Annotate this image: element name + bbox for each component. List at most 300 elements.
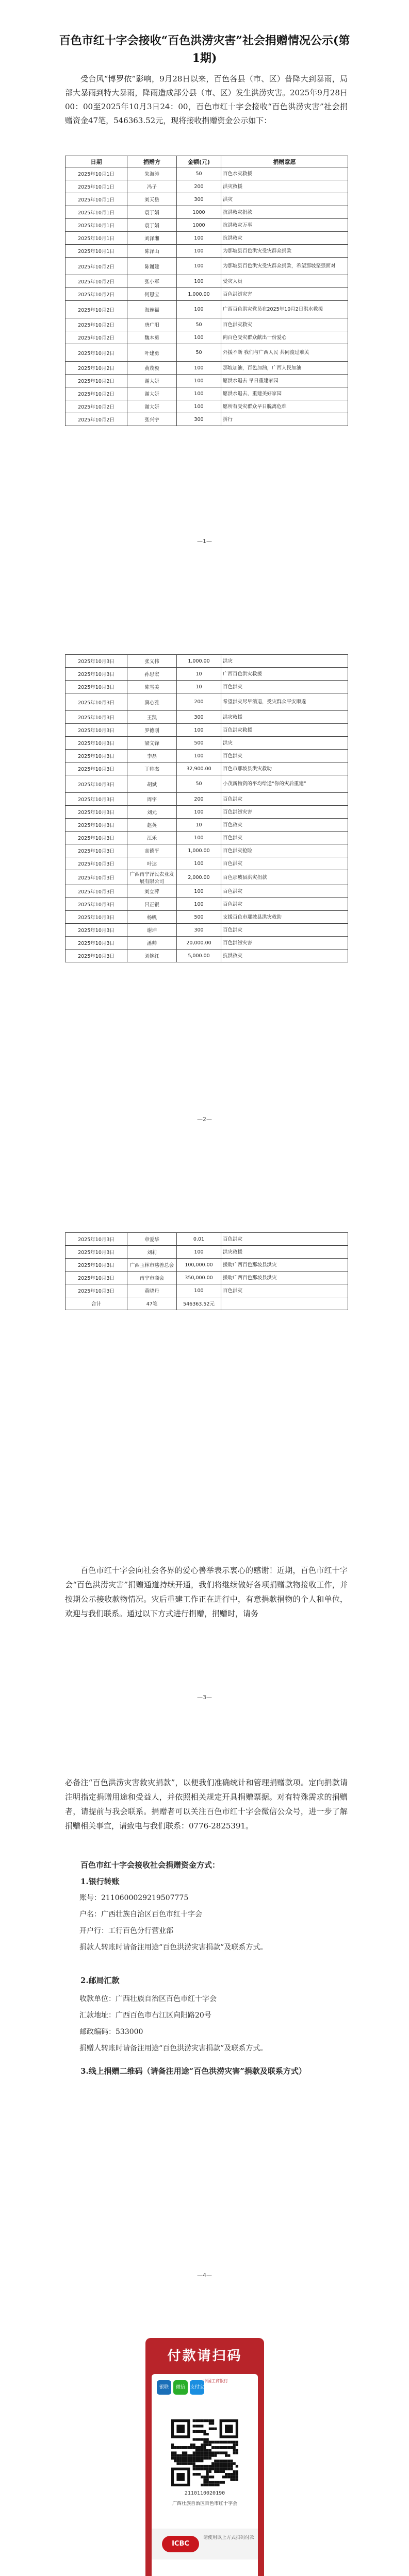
- bank-brand: 中国工商银行: [203, 2379, 228, 2383]
- cell-amount: 350,000.00: [177, 1272, 221, 1284]
- cell-date: 2025年10月2日: [66, 400, 127, 413]
- cell-date: 2025年10月1日: [66, 206, 127, 219]
- alipay-icon: 支付宝: [190, 2380, 204, 2395]
- qr-card-title: 付款请扫码: [167, 2348, 242, 2364]
- scan-tip: 请使用以上方式扫码付款: [203, 2535, 255, 2540]
- thanks-paragraph: 百色市红十字会向社会各界的爱心善举表示衷心的感谢！近期，百色市红十字会“百色洪涝灾害”捐赠通道持续开通，我们将继续做好各项捐赠款物接收工作，并按期公示接收款物情况。灾后重建工作正在进行中，有意捐款捐物的个人和单位，欢迎与我们联系。通过以下方式进行捐赠，捐赠时，请务: [65, 1566, 348, 1618]
- cell-amount: 100: [177, 1246, 221, 1259]
- cell-intent: 洪灾救援: [221, 180, 348, 193]
- cell-intent: 百色洪涝灾害: [221, 288, 348, 301]
- intro-paragraph: 受台风“博罗依”影响，9月28日以来，百色各县（市、区）普降大到暴雨，局部大暴雨到特大暴雨，降雨造成部分县（市、区）发生洪涝灾害。2025年9月28日00：00至2025年10月3日24：00，百色市红十字会接收“百色洪涝灾害”社会捐赠资金47笔，546363.52元，现将接收捐赠资金公示如下：: [65, 74, 348, 125]
- cell-intent: 愿洪水退去 早日重建家园: [221, 375, 348, 387]
- cell-date: 2025年10月2日: [66, 375, 127, 387]
- wechat-icon: 微信: [173, 2380, 188, 2395]
- note-paragraph: 必备注“百色洪涝灾害救灾捐款”，以便我们准确统计和管理捐赠款项。定向捐款请注明指定捐赠用途和受益人，并依照相关规定开具捐赠票据。对有特殊需求的捐赠者，请提前与我会联系。捐赠者可以关注百色市红十字会微信公众号，进一步了解捐赠相关事宜，请致电与我们联系：0776-2825391。: [65, 1778, 348, 1831]
- total-count: 47笔: [127, 1297, 177, 1310]
- page-5: [0, 2312, 409, 2576]
- table-header-row: [66, 156, 348, 167]
- page-1: [0, 0, 409, 578]
- cell-amount: 300: [177, 924, 221, 937]
- cell-date: 2025年10月2日: [66, 331, 127, 344]
- cell-amount: 100: [177, 857, 221, 870]
- total-amount: 546363.52元: [177, 1297, 221, 1310]
- cell-donor: 广西玉林市慈善总会: [127, 1259, 177, 1272]
- cell-intent: 广西百色洪灾救援: [221, 668, 348, 681]
- table-row: [66, 898, 348, 911]
- mail-note: 捐赠人转账时请备注用途“百色洪涝灾害捐款”及联系方式。: [79, 2044, 268, 2053]
- table-row: [66, 655, 348, 668]
- table-row: [66, 288, 348, 301]
- cell-amount: 1,000.00: [177, 844, 221, 857]
- cell-date: 2025年10月3日: [66, 937, 127, 950]
- page-2: [0, 578, 409, 1156]
- table-row: [66, 724, 348, 737]
- cell-donor: 吕正银: [127, 898, 177, 911]
- cell-date: 2025年10月2日: [66, 288, 127, 301]
- cell-donor: 李磊: [127, 750, 177, 762]
- cell-intent: 百色洪灾: [221, 793, 348, 806]
- cell-intent: 为那坡县百色洪灾受灾群众捐款: [221, 245, 348, 258]
- cell-date: 2025年10月3日: [66, 775, 127, 793]
- total-label: 合计: [66, 1297, 127, 1310]
- cell-date: 2025年10月1日: [66, 245, 127, 258]
- bank-name: 广西壮族自治区百色市红十字会: [101, 1910, 202, 1919]
- bank-open-label: 开户行：: [79, 1927, 108, 1935]
- cell-intent: 援助广西百色那坡县洪灾: [221, 1259, 348, 1272]
- cell-amount: 1,000.00: [177, 655, 221, 668]
- cell-date: 2025年10月3日: [66, 832, 127, 844]
- mail-zip-line: [65, 2025, 348, 2039]
- cell-intent: 百色救灾: [221, 819, 348, 832]
- cell-donor: 谢大妍: [127, 400, 177, 413]
- cell-date: 2025年10月3日: [66, 1246, 127, 1259]
- cell-amount: 300: [177, 413, 221, 426]
- cell-donor: 刘泽湘: [127, 232, 177, 245]
- table-row: [66, 924, 348, 937]
- cell-donor: 章爱华: [127, 1233, 177, 1246]
- cell-date: 2025年10月3日: [66, 844, 127, 857]
- table-row: [66, 275, 348, 288]
- page-number: —4—: [197, 2272, 212, 2279]
- cell-amount: 500: [177, 911, 221, 924]
- cell-date: 2025年10月3日: [66, 711, 127, 724]
- header-intent: 捐赠意愿: [221, 156, 348, 167]
- cell-intent: 百色水灾救援: [221, 167, 348, 180]
- cell-intent: 愿所有受灾群众早日脱离危难: [221, 400, 348, 413]
- cell-amount: 100: [177, 898, 221, 911]
- page-3: [0, 1156, 409, 1734]
- mail-receiver-label: 收款单位：: [79, 1995, 116, 2003]
- cell-amount: 100: [177, 245, 221, 258]
- cell-intent: 那坡加油，百色加油，广西人民加油: [221, 362, 348, 375]
- cell-amount: 2,000.00: [177, 870, 221, 885]
- table-row: [66, 832, 348, 844]
- table-row: [66, 668, 348, 681]
- table-total-row: [66, 1297, 348, 1310]
- cell-donor: 何恩宝: [127, 288, 177, 301]
- table-row: [66, 318, 348, 331]
- cell-intent: 百色洪灾: [221, 924, 348, 937]
- cell-donor: 胡斌: [127, 775, 177, 793]
- cell-intent: 百色洪灾: [221, 898, 348, 911]
- cell-intent: 百色洪灾: [221, 750, 348, 762]
- table-row: [66, 206, 348, 219]
- donation-table-part-1: [65, 156, 348, 426]
- cell-intent: 为那坡县百色洪灾受灾群众捐款，希望那坡坚强面对: [221, 258, 348, 275]
- cell-donor: 黄茂毅: [127, 362, 177, 375]
- cell-intent: 百色洪灾救灾: [221, 318, 348, 331]
- table-row: [66, 885, 348, 898]
- cell-donor: 唐广阳: [127, 318, 177, 331]
- cell-donor: 高德平: [127, 844, 177, 857]
- cell-donor: 叶达: [127, 857, 177, 870]
- header-donor: 捐赠方: [127, 156, 177, 167]
- cell-date: 2025年10月3日: [66, 681, 127, 693]
- bank-name-line: [65, 1907, 348, 1922]
- cell-donor: 窦心雅: [127, 693, 177, 711]
- cell-intent: 小茂新物资的平均给送“你的灾后重建”: [221, 775, 348, 793]
- cell-donor: 刘天岳: [127, 193, 177, 206]
- cell-date: 2025年10月3日: [66, 898, 127, 911]
- cell-intent: 希望洪灾尽早消退，受灾群众平安顺遂: [221, 693, 348, 711]
- cell-intent: 百色洪灾: [221, 885, 348, 898]
- cell-intent: 援助广西百色那坡县洪灾: [221, 1272, 348, 1284]
- bank-account: 2110600029219507775: [101, 1894, 189, 1902]
- cell-amount: 100: [177, 724, 221, 737]
- bank-account-line: [65, 1891, 348, 1905]
- cell-date: 2025年10月3日: [66, 793, 127, 806]
- cell-date: 2025年10月3日: [66, 762, 127, 775]
- qr-card-body: [152, 2374, 258, 2576]
- table-row: [66, 344, 348, 362]
- table-row: [66, 693, 348, 711]
- table-row: [66, 711, 348, 724]
- cell-donor: 周宇: [127, 793, 177, 806]
- cell-amount: 1000: [177, 206, 221, 219]
- qr-payee: 广西壮族自治区百色市红十字会: [172, 2501, 237, 2506]
- cell-amount: 1,000.00: [177, 288, 221, 301]
- header-date: 日期: [66, 156, 127, 167]
- cell-date: 2025年10月2日: [66, 344, 127, 362]
- cell-date: 2025年10月3日: [66, 819, 127, 832]
- table-row: [66, 232, 348, 245]
- table-row: [66, 413, 348, 426]
- table-row: [66, 219, 348, 232]
- page-4: [0, 1734, 409, 2312]
- cell-donor: 谢坤: [127, 924, 177, 937]
- table-row: [66, 1259, 348, 1272]
- table-row: [66, 180, 348, 193]
- cell-amount: 10: [177, 819, 221, 832]
- cell-intent: 百色那坡县洪灾捐款: [221, 870, 348, 885]
- cell-date: 2025年10月2日: [66, 275, 127, 288]
- cell-donor: 魏本勇: [127, 331, 177, 344]
- table-row: [66, 375, 348, 387]
- table-row: [66, 167, 348, 180]
- table-row: [66, 301, 348, 318]
- cell-intent: 抗洪救灾捐款: [221, 206, 348, 219]
- table-row: [66, 362, 348, 375]
- cell-donor: 赵英: [127, 819, 177, 832]
- table-row: [66, 844, 348, 857]
- cell-date: 2025年10月3日: [66, 1259, 127, 1272]
- cell-amount: 100: [177, 375, 221, 387]
- cell-amount: 100: [177, 806, 221, 819]
- cell-amount: 50: [177, 344, 221, 362]
- table-row: [66, 387, 348, 400]
- table-row: [66, 775, 348, 793]
- cell-intent: 广西百色洪灾党员在2025年10月2日洪水救援: [221, 301, 348, 318]
- cell-date: 2025年10月1日: [66, 232, 127, 245]
- channels-title: 百色市红十字会接收社会捐赠资金方式：: [80, 1860, 220, 1870]
- page-title: 百色市红十字会接收“百色洪涝灾害”社会捐赠情况公示(第1期): [59, 34, 350, 65]
- table-row: [66, 331, 348, 344]
- cell-donor: 刘莉: [127, 1246, 177, 1259]
- unionpay-icon: 银联: [157, 2380, 171, 2395]
- cell-amount: 100: [177, 832, 221, 844]
- cell-donor: 海连福: [127, 301, 177, 318]
- cell-intent: 抗洪救灾万事: [221, 219, 348, 232]
- mail-addr-label: 汇款地址：: [79, 2011, 116, 2020]
- cell-amount: 100: [177, 362, 221, 375]
- cell-amount: 100: [177, 387, 221, 400]
- cell-donor: 陈雪美: [127, 681, 177, 693]
- table-row: [66, 1284, 348, 1297]
- cell-donor: 潘帅: [127, 937, 177, 950]
- table-row: [66, 793, 348, 806]
- table-row: [66, 937, 348, 950]
- qr-title: 3.线上捐赠二维码（请备注用途“百色洪涝灾害”捐款及联系方式）: [80, 2066, 306, 2076]
- cell-date: 2025年10月3日: [66, 885, 127, 898]
- table-row: [66, 258, 348, 275]
- cell-intent: 百色洪涝灾害: [221, 806, 348, 819]
- cell-donor: 南宁市商会: [127, 1272, 177, 1284]
- cell-date: 2025年10月2日: [66, 258, 127, 275]
- cell-intent: 洪灾: [221, 655, 348, 668]
- cell-date: 2025年10月3日: [66, 1272, 127, 1284]
- page-number: —2—: [197, 1116, 212, 1123]
- cell-amount: 1000: [177, 219, 221, 232]
- cell-intent: 洪灾: [221, 737, 348, 750]
- cell-donor: 谢大妍: [127, 387, 177, 400]
- table-body: [66, 1233, 348, 1297]
- cell-amount: 200: [177, 180, 221, 193]
- cell-date: 2025年10月1日: [66, 167, 127, 180]
- table-row: [66, 806, 348, 819]
- page-number: —1—: [197, 538, 212, 545]
- cell-intent: 愿洪水退去，重建美好家园: [221, 387, 348, 400]
- cell-date: 2025年10月3日: [66, 870, 127, 885]
- cell-intent: 洪灾救援: [221, 1246, 348, 1259]
- mail-receiver: 广西壮族自治区百色市红十字会: [116, 1995, 217, 2003]
- cell-date: 2025年10月3日: [66, 655, 127, 668]
- cell-amount: 32,900.00: [177, 762, 221, 775]
- table-row: [66, 819, 348, 832]
- cell-amount: 200: [177, 693, 221, 711]
- cell-donor: 刘婉红: [127, 950, 177, 962]
- cell-donor: 谢大妍: [127, 375, 177, 387]
- cell-amount: 100: [177, 258, 221, 275]
- cell-amount: 100: [177, 275, 221, 288]
- cell-amount: 100: [177, 232, 221, 245]
- bank-account-label: 账号：: [79, 1894, 101, 1902]
- table-row: [66, 762, 348, 775]
- cell-date: 2025年10月3日: [66, 737, 127, 750]
- mail-receiver-line: [65, 1992, 348, 2006]
- mail-addr-line: [65, 2008, 348, 2023]
- cell-intent: 支援百色市那坡县洪灾救助: [221, 911, 348, 924]
- cell-intent: 向百色受灾群众献出一份爱心: [221, 331, 348, 344]
- cell-amount: 100: [177, 301, 221, 318]
- cell-date: 2025年10月3日: [66, 668, 127, 681]
- cell-intent: 百色洪灾: [221, 1233, 348, 1246]
- cell-donor: 广西南宁泽民农业发展有限公司: [127, 870, 177, 885]
- cell-amount: 300: [177, 711, 221, 724]
- cell-donor: 张义伟: [127, 655, 177, 668]
- cell-date: 2025年10月2日: [66, 387, 127, 400]
- qr-code-id: 2110110020190: [184, 2490, 225, 2496]
- cell-donor: 梁文锋: [127, 737, 177, 750]
- table-row: [66, 1272, 348, 1284]
- cell-donor: 张兴宇: [127, 413, 177, 426]
- cell-date: 2025年10月3日: [66, 806, 127, 819]
- cell-donor: 黄晓丹: [127, 1284, 177, 1297]
- cell-amount: 100: [177, 331, 221, 344]
- cell-date: 2025年10月3日: [66, 1233, 127, 1246]
- cell-intent: 百色洪灾: [221, 832, 348, 844]
- qr-payment-card: [145, 2338, 264, 2576]
- cell-intent: 百色洪灾: [221, 1284, 348, 1297]
- cell-date: 2025年10月1日: [66, 219, 127, 232]
- cell-donor: 张小军: [127, 275, 177, 288]
- cell-amount: 50: [177, 318, 221, 331]
- cell-date: 2025年10月3日: [66, 950, 127, 962]
- cell-date: 2025年10月2日: [66, 362, 127, 375]
- cell-donor: 刘立萍: [127, 885, 177, 898]
- cell-date: 2025年10月3日: [66, 924, 127, 937]
- table-row: [66, 750, 348, 762]
- bank-open: 工行百色分行营业部: [108, 1927, 173, 1935]
- cell-amount: 50: [177, 775, 221, 793]
- cell-amount: 5,000.00: [177, 950, 221, 962]
- cell-intent: 百色洪灾抢险: [221, 844, 348, 857]
- cell-donor: 杨帆: [127, 911, 177, 924]
- cell-amount: 200: [177, 793, 221, 806]
- qr-code-icon[interactable]: [171, 2419, 238, 2486]
- cell-date: 2025年10月3日: [66, 724, 127, 737]
- cell-date: 2025年10月3日: [66, 911, 127, 924]
- cell-intent: 外援不断 我们与广西人民 共同渡过难关: [221, 344, 348, 362]
- cell-amount: 50: [177, 167, 221, 180]
- table-row: [66, 737, 348, 750]
- cell-date: 2025年10月3日: [66, 693, 127, 711]
- mail-zip: 533000: [116, 2028, 143, 2036]
- cell-donor: 冯子: [127, 180, 177, 193]
- qr-footer-band: [152, 2529, 258, 2560]
- cell-donor: 孙思宏: [127, 668, 177, 681]
- cell-amount: 300: [177, 193, 221, 206]
- cell-donor: 袁丁娟: [127, 206, 177, 219]
- cell-intent: 洪灾: [221, 193, 348, 206]
- cell-intent: 百色洪灾: [221, 681, 348, 693]
- cell-amount: 20,000.00: [177, 937, 221, 950]
- cell-date: 2025年10月2日: [66, 413, 127, 426]
- table-row: [66, 911, 348, 924]
- cell-amount: 10: [177, 681, 221, 693]
- cell-intent: 百色洪灾救援: [221, 724, 348, 737]
- cell-amount: 100: [177, 750, 221, 762]
- table-row: [66, 193, 348, 206]
- cell-donor: 叶建勇: [127, 344, 177, 362]
- cell-intent: 百色洪涝灾害: [221, 937, 348, 950]
- cell-intent: 抗洪救灾: [221, 950, 348, 962]
- cell-intent: 抗洪救灾: [221, 232, 348, 245]
- cell-date: 2025年10月3日: [66, 1284, 127, 1297]
- cell-date: 2025年10月2日: [66, 318, 127, 331]
- donation-table-part-2: [65, 654, 348, 962]
- bank-note: 捐款人转账时请备注用途“百色洪涝灾害捐款”及联系方式。: [79, 1943, 268, 1952]
- cell-amount: 500: [177, 737, 221, 750]
- cell-intent: 百色洪灾: [221, 857, 348, 870]
- table-row: [66, 400, 348, 413]
- cell-date: 2025年10月1日: [66, 193, 127, 206]
- cell-amount: 100,000.00: [177, 1259, 221, 1272]
- table-row: [66, 857, 348, 870]
- bank-name-label: 户名：: [79, 1910, 101, 1919]
- table-body: [66, 167, 348, 426]
- donation-table-part-3: [65, 1232, 348, 1310]
- table-row: [66, 245, 348, 258]
- cell-date: 2025年10月3日: [66, 750, 127, 762]
- icbc-logo: ICBC: [162, 2536, 199, 2552]
- cell-intent: 受灾人员: [221, 275, 348, 288]
- mail-addr: 广西百色市右江区向阳路20号: [116, 2011, 211, 2020]
- cell-amount: 0.01: [177, 1233, 221, 1246]
- cell-date: 2025年10月3日: [66, 857, 127, 870]
- table-row: [66, 950, 348, 962]
- cell-date: 2025年10月1日: [66, 180, 127, 193]
- cell-donor: 袁丁娟: [127, 219, 177, 232]
- cell-intent: 洪灾救援: [221, 711, 348, 724]
- cell-amount: 100: [177, 1284, 221, 1297]
- cell-donor: 丁帅杰: [127, 762, 177, 775]
- cell-donor: 陈谢建: [127, 258, 177, 275]
- cell-intent: 拼行: [221, 413, 348, 426]
- cell-donor: 罗德刚: [127, 724, 177, 737]
- bank-title: 1.银行转账: [80, 1877, 120, 1886]
- table-row: [66, 1233, 348, 1246]
- bank-open-line: [65, 1924, 348, 1938]
- cell-donor: 朱海涛: [127, 167, 177, 180]
- cell-intent: 百色市那坡县洪灾救助: [221, 762, 348, 775]
- cell-donor: 刘元: [127, 806, 177, 819]
- mail-title: 2.邮局汇款: [80, 1976, 120, 1985]
- table-row: [66, 681, 348, 693]
- table-row: [66, 1246, 348, 1259]
- cell-amount: 10: [177, 668, 221, 681]
- header-amount: 金额(元): [177, 156, 221, 167]
- cell-amount: 100: [177, 400, 221, 413]
- cell-donor: 江禾: [127, 832, 177, 844]
- table-body: [66, 655, 348, 962]
- cell-donor: 王凯: [127, 711, 177, 724]
- mail-zip-label: 邮政编码：: [79, 2028, 116, 2036]
- cell-amount: 100: [177, 885, 221, 898]
- cell-donor: 陈泽山: [127, 245, 177, 258]
- table-row: [66, 870, 348, 885]
- cell-date: 2025年10月2日: [66, 301, 127, 318]
- page-number: —3—: [197, 1694, 212, 1701]
